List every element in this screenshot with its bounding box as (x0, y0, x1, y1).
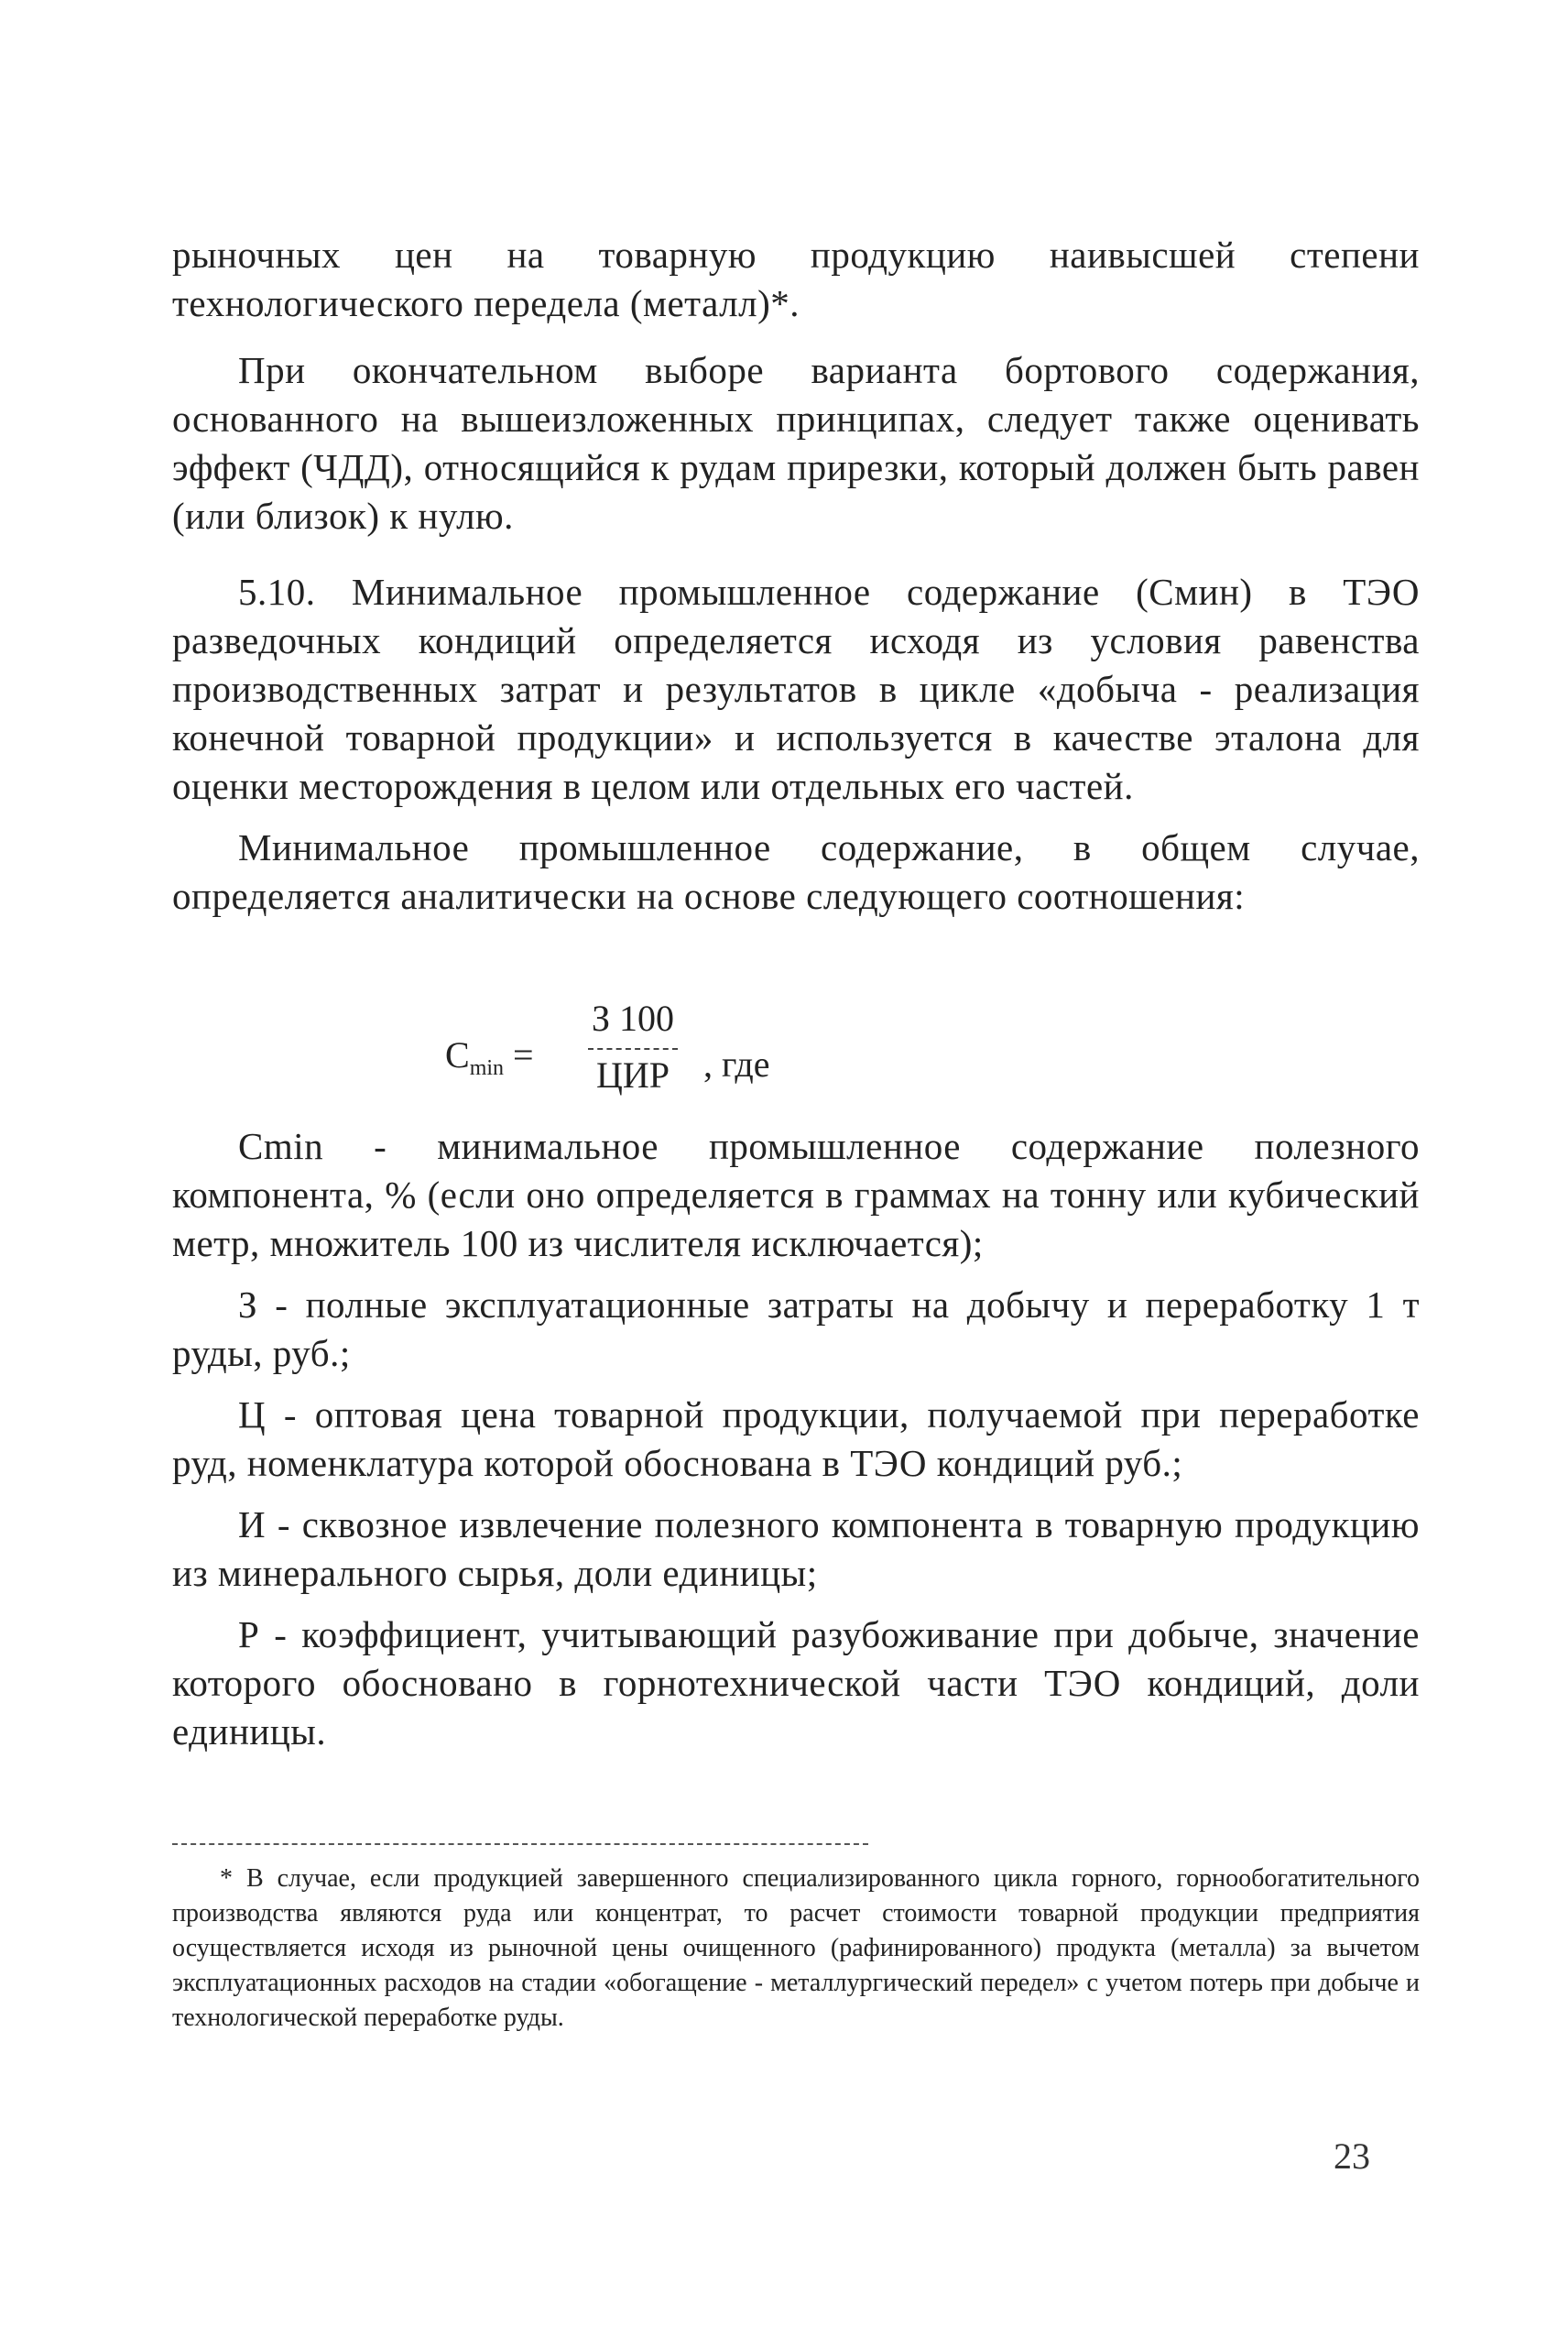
formula-equals: = (513, 1034, 534, 1076)
fraction-bar (588, 1048, 678, 1050)
definition-cmin: Cmin - минимальное промышленное содержание полезного компонента, % (если оно определяется в граммах на тонну или кубический метр, множитель 100 из числителя исключается); (172, 1125, 1420, 1264)
definition-i: И - сквозное извлечение полезного компонента в товарную продукцию из минерального сырья, доли единицы; (172, 1503, 1420, 1594)
paragraph-3: 5.10. Минимальное промышленное содержание (Смин) в ТЭО разведочных кондиций определяется исходя из условия равенства производственных затрат и результатов в цикле «добыча - реализация конечной товарной продукции» и используется в качестве эталона для оценки месторождения в целом или отдельных его частей. (172, 571, 1420, 807)
formula-fraction (583, 997, 683, 1097)
formula-trailing: , где (703, 1043, 770, 1085)
main-text-definitions (172, 1122, 1420, 1756)
formula-symbol: C (445, 1034, 470, 1076)
footnote-text: * В случае, если продукцией завершенного специализированного цикла горного, горнообогатительного производства являются руда или концентрат, то расчет стоимости товарной продукции предприятия осуществляется исходя из рыночной цены очищенного (рафинированного) продукта (металла) за вычетом эксплуатационных расходов на стадии «обогащение - металлургический передел» с учетом потерь при добыче и технологической переработке руды. (172, 1864, 1420, 2032)
paragraph-2: При окончательном выборе варианта бортового содержания, основанного на вышеизложенных принципах, следует также оценивать эффект (ЧДД), относящийся к рудам прирезки, который должен быть равен (или близок) к нулю. (172, 349, 1420, 537)
footnote (172, 1862, 1420, 2036)
formula-denominator: ЦИР (595, 1054, 670, 1096)
page-number: 23 (1334, 2135, 1370, 2177)
definition-ts: Ц - оптовая цена товарной продукции, получаемой при переработке руд, номенклатура которой обоснована в ТЭО кондиций руб.; (172, 1393, 1420, 1484)
formula-subscript: min (469, 1056, 505, 1080)
cmin-formula (445, 997, 866, 1107)
footnote-separator (172, 1843, 868, 1845)
formula-lhs (445, 1033, 534, 1081)
main-text-top (172, 231, 1420, 921)
formula-numerator: З 100 (591, 998, 675, 1039)
paragraph-1: рыночных цен на товарную продукцию наивысшей степени технологического передела (металл)*. (172, 234, 1420, 324)
definition-z: З - полные эксплуатационные затраты на добычу и переработку 1 т руды, руб.; (172, 1283, 1420, 1374)
paragraph-4: Минимальное промышленное содержание, в общем случае, определяется аналитически на основе следующего соотношения: (172, 826, 1420, 917)
definition-r: Р - коэффициент, учитывающий разубоживание при добыче, значение которого обосновано в горнотехнической части ТЭО кондиций, доли единицы. (172, 1613, 1420, 1753)
